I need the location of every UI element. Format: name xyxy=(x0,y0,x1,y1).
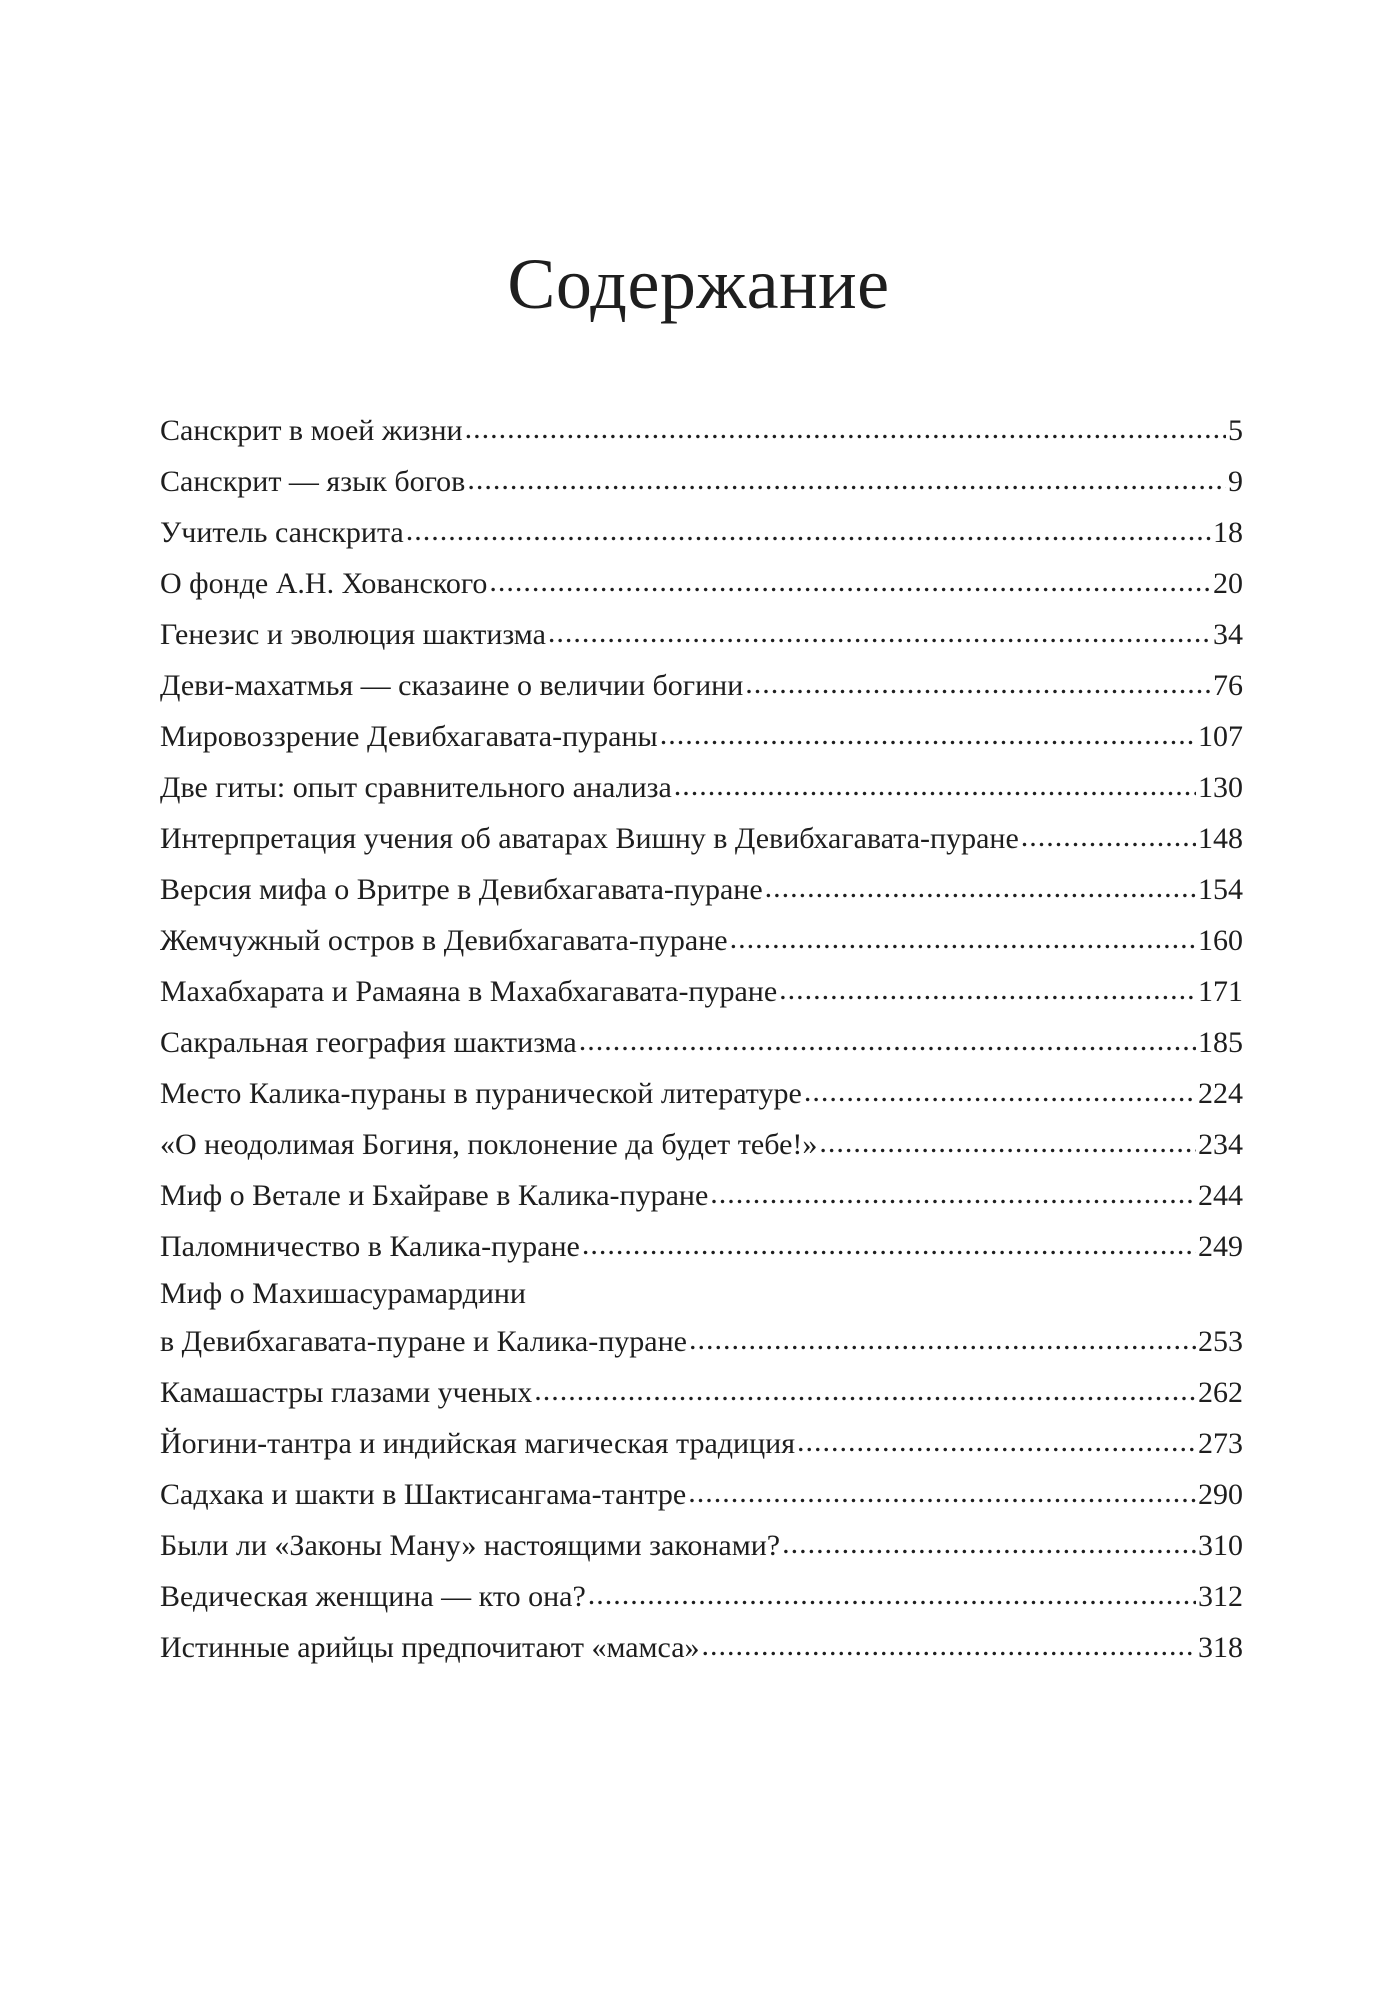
toc-entry-title: Мировоззрение Девибхагавата-пураны xyxy=(160,720,658,753)
toc-entry xyxy=(160,1221,1243,1272)
dot-leader xyxy=(579,1017,1196,1066)
dot-leader xyxy=(702,1622,1196,1671)
dot-leader xyxy=(674,762,1196,811)
toc-entry-title: Ведическая женщина — кто она? xyxy=(160,1580,586,1613)
dot-leader xyxy=(819,1119,1196,1168)
toc-line xyxy=(160,915,1243,966)
toc-page-number: 185 xyxy=(1198,1026,1243,1059)
toc-entry xyxy=(160,1068,1243,1119)
toc-page-number: 148 xyxy=(1198,822,1243,855)
toc-line xyxy=(160,1170,1243,1221)
toc-entry-title: Версия мифа о Вритре в Девибхагавата-пуране xyxy=(160,873,763,906)
dot-leader xyxy=(534,1367,1196,1416)
toc-page-number: 318 xyxy=(1198,1631,1243,1664)
toc-line xyxy=(160,1119,1243,1170)
toc-entry xyxy=(160,1622,1243,1673)
toc-line xyxy=(160,762,1243,813)
toc-page-number: 160 xyxy=(1198,924,1243,957)
toc-entry-title: Деви-махатмья — сказаине о величии богини xyxy=(160,669,744,702)
toc-line xyxy=(160,864,1243,915)
toc-entry xyxy=(160,813,1243,864)
toc-entry-title: Учитель санскрита xyxy=(160,516,404,549)
dot-leader xyxy=(582,1221,1196,1270)
toc-line xyxy=(160,1017,1243,1068)
toc-line xyxy=(160,609,1243,660)
toc-line xyxy=(160,1520,1243,1571)
toc-entry-title: Генезис и эволюция шактизма xyxy=(160,618,546,651)
toc-entry-title: Место Калика-пураны в пуранической литературе xyxy=(160,1077,802,1110)
toc-page-number: 107 xyxy=(1198,720,1243,753)
dot-leader xyxy=(730,915,1196,964)
toc-entry-title: в Девибхагавата-пуране и Калика-пуране xyxy=(160,1325,687,1358)
toc-entry xyxy=(160,660,1243,711)
dot-leader xyxy=(779,966,1196,1015)
toc-page-number: 273 xyxy=(1198,1427,1243,1460)
toc-line xyxy=(160,507,1243,558)
dot-leader xyxy=(588,1571,1196,1620)
toc-line xyxy=(160,1068,1243,1119)
toc-line xyxy=(160,966,1243,1017)
toc-entry xyxy=(160,456,1243,507)
toc-entry-title: Жемчужный остров в Девибхагавата-пуране xyxy=(160,924,728,957)
toc-page-number: 130 xyxy=(1198,771,1243,804)
toc-page-number: 253 xyxy=(1198,1325,1243,1358)
toc-page-number: 312 xyxy=(1198,1580,1243,1613)
toc-entry-title: Были ли «Законы Ману» настоящими законами? xyxy=(160,1529,781,1562)
toc-entry-title: Миф о Ветале и Бхайраве в Калика-пуране xyxy=(160,1179,709,1212)
dot-leader xyxy=(689,1316,1196,1365)
toc-entry-title: Истинные арийцы предпочитают «мамса» xyxy=(160,1631,700,1664)
toc-entry-title: Санскрит — язык богов xyxy=(160,465,466,498)
toc-entry xyxy=(160,1367,1243,1418)
toc-page-number: 290 xyxy=(1198,1478,1243,1511)
toc-line xyxy=(160,1469,1243,1520)
dot-leader xyxy=(467,456,1226,505)
toc-page-number: 5 xyxy=(1228,414,1243,447)
toc-line xyxy=(160,1221,1243,1272)
toc-entry xyxy=(160,1418,1243,1469)
toc-line xyxy=(160,456,1243,507)
dot-leader xyxy=(745,660,1211,709)
toc-page-number: 171 xyxy=(1198,975,1243,1008)
toc-entry xyxy=(160,1571,1243,1622)
toc-entry-title: Интерпретация учения об аватарах Вишну в Девибхагавата-пуране xyxy=(160,822,1019,855)
dot-leader xyxy=(797,1418,1196,1467)
toc-line xyxy=(160,711,1243,762)
toc-line xyxy=(160,1622,1243,1673)
toc-entry xyxy=(160,1272,1243,1367)
toc-entry-title: Две гиты: опыт сравнительного анализа xyxy=(160,771,672,804)
toc-page-number: 34 xyxy=(1213,618,1243,651)
toc-page-number: 244 xyxy=(1198,1179,1243,1212)
toc-page-number: 154 xyxy=(1198,873,1243,906)
toc-page-number: 262 xyxy=(1198,1376,1243,1409)
toc-entry xyxy=(160,1170,1243,1221)
toc-entry xyxy=(160,507,1243,558)
toc-entry xyxy=(160,1469,1243,1520)
toc-entry xyxy=(160,1119,1243,1170)
toc-entry xyxy=(160,1520,1243,1571)
toc-entry xyxy=(160,609,1243,660)
toc-line xyxy=(160,813,1243,864)
toc-line xyxy=(160,1316,1243,1367)
toc-entry-title: О фонде А.Н. Хованского xyxy=(160,567,488,600)
toc-page-number: 224 xyxy=(1198,1077,1243,1110)
toc-page-number: 20 xyxy=(1213,567,1243,600)
toc-entry-title: Паломничество в Калика-пуране xyxy=(160,1230,580,1263)
toc-entry-title: Йогини-тантра и индийская магическая традиция xyxy=(160,1427,796,1460)
toc-page-number: 249 xyxy=(1198,1230,1243,1263)
dot-leader xyxy=(465,405,1226,454)
toc-line xyxy=(160,405,1243,456)
toc-entry-title: Камашастры глазами ученых xyxy=(160,1376,533,1409)
toc-entry-title-first-line: Миф о Махишасурамардини xyxy=(160,1277,526,1310)
dot-leader xyxy=(782,1520,1196,1569)
dot-leader xyxy=(804,1068,1196,1117)
dot-leader xyxy=(660,711,1196,760)
toc-entry-title: Санскрит в моей жизни xyxy=(160,414,463,447)
toc-entry xyxy=(160,966,1243,1017)
toc-page-number: 18 xyxy=(1213,516,1243,549)
toc-page-number: 9 xyxy=(1228,465,1243,498)
dot-leader xyxy=(765,864,1196,913)
toc-entry xyxy=(160,405,1243,456)
toc-entry-title: Садхака и шакти в Шактисангама-тантре xyxy=(160,1478,687,1511)
toc-line xyxy=(160,1367,1243,1418)
toc-entry xyxy=(160,762,1243,813)
toc-page-number: 76 xyxy=(1213,669,1243,702)
toc-page-number: 234 xyxy=(1198,1128,1243,1161)
toc-entry-title: Махабхарата и Рамаяна в Махабхагавата-пуране xyxy=(160,975,778,1008)
toc-entry xyxy=(160,558,1243,609)
dot-leader xyxy=(406,507,1211,556)
toc-line xyxy=(160,1571,1243,1622)
dot-leader xyxy=(548,609,1211,658)
toc-line xyxy=(160,1418,1243,1469)
toc-entry-title: Сакральная география шактизма xyxy=(160,1026,577,1059)
toc-entry xyxy=(160,1017,1243,1068)
toc-entry xyxy=(160,915,1243,966)
toc-entry xyxy=(160,864,1243,915)
table-of-contents xyxy=(160,405,1243,1673)
toc-entry-title: «О неодолимая Богиня, поклонение да будет тебе!» xyxy=(160,1128,818,1161)
toc-line xyxy=(160,660,1243,711)
dot-leader xyxy=(710,1170,1196,1219)
toc-page-number: 310 xyxy=(1198,1529,1243,1562)
dot-leader xyxy=(688,1469,1196,1518)
toc-entry xyxy=(160,711,1243,762)
dot-leader xyxy=(1021,813,1196,862)
dot-leader xyxy=(489,558,1211,607)
page-title: Содержание xyxy=(507,244,890,324)
toc-line xyxy=(160,558,1243,609)
